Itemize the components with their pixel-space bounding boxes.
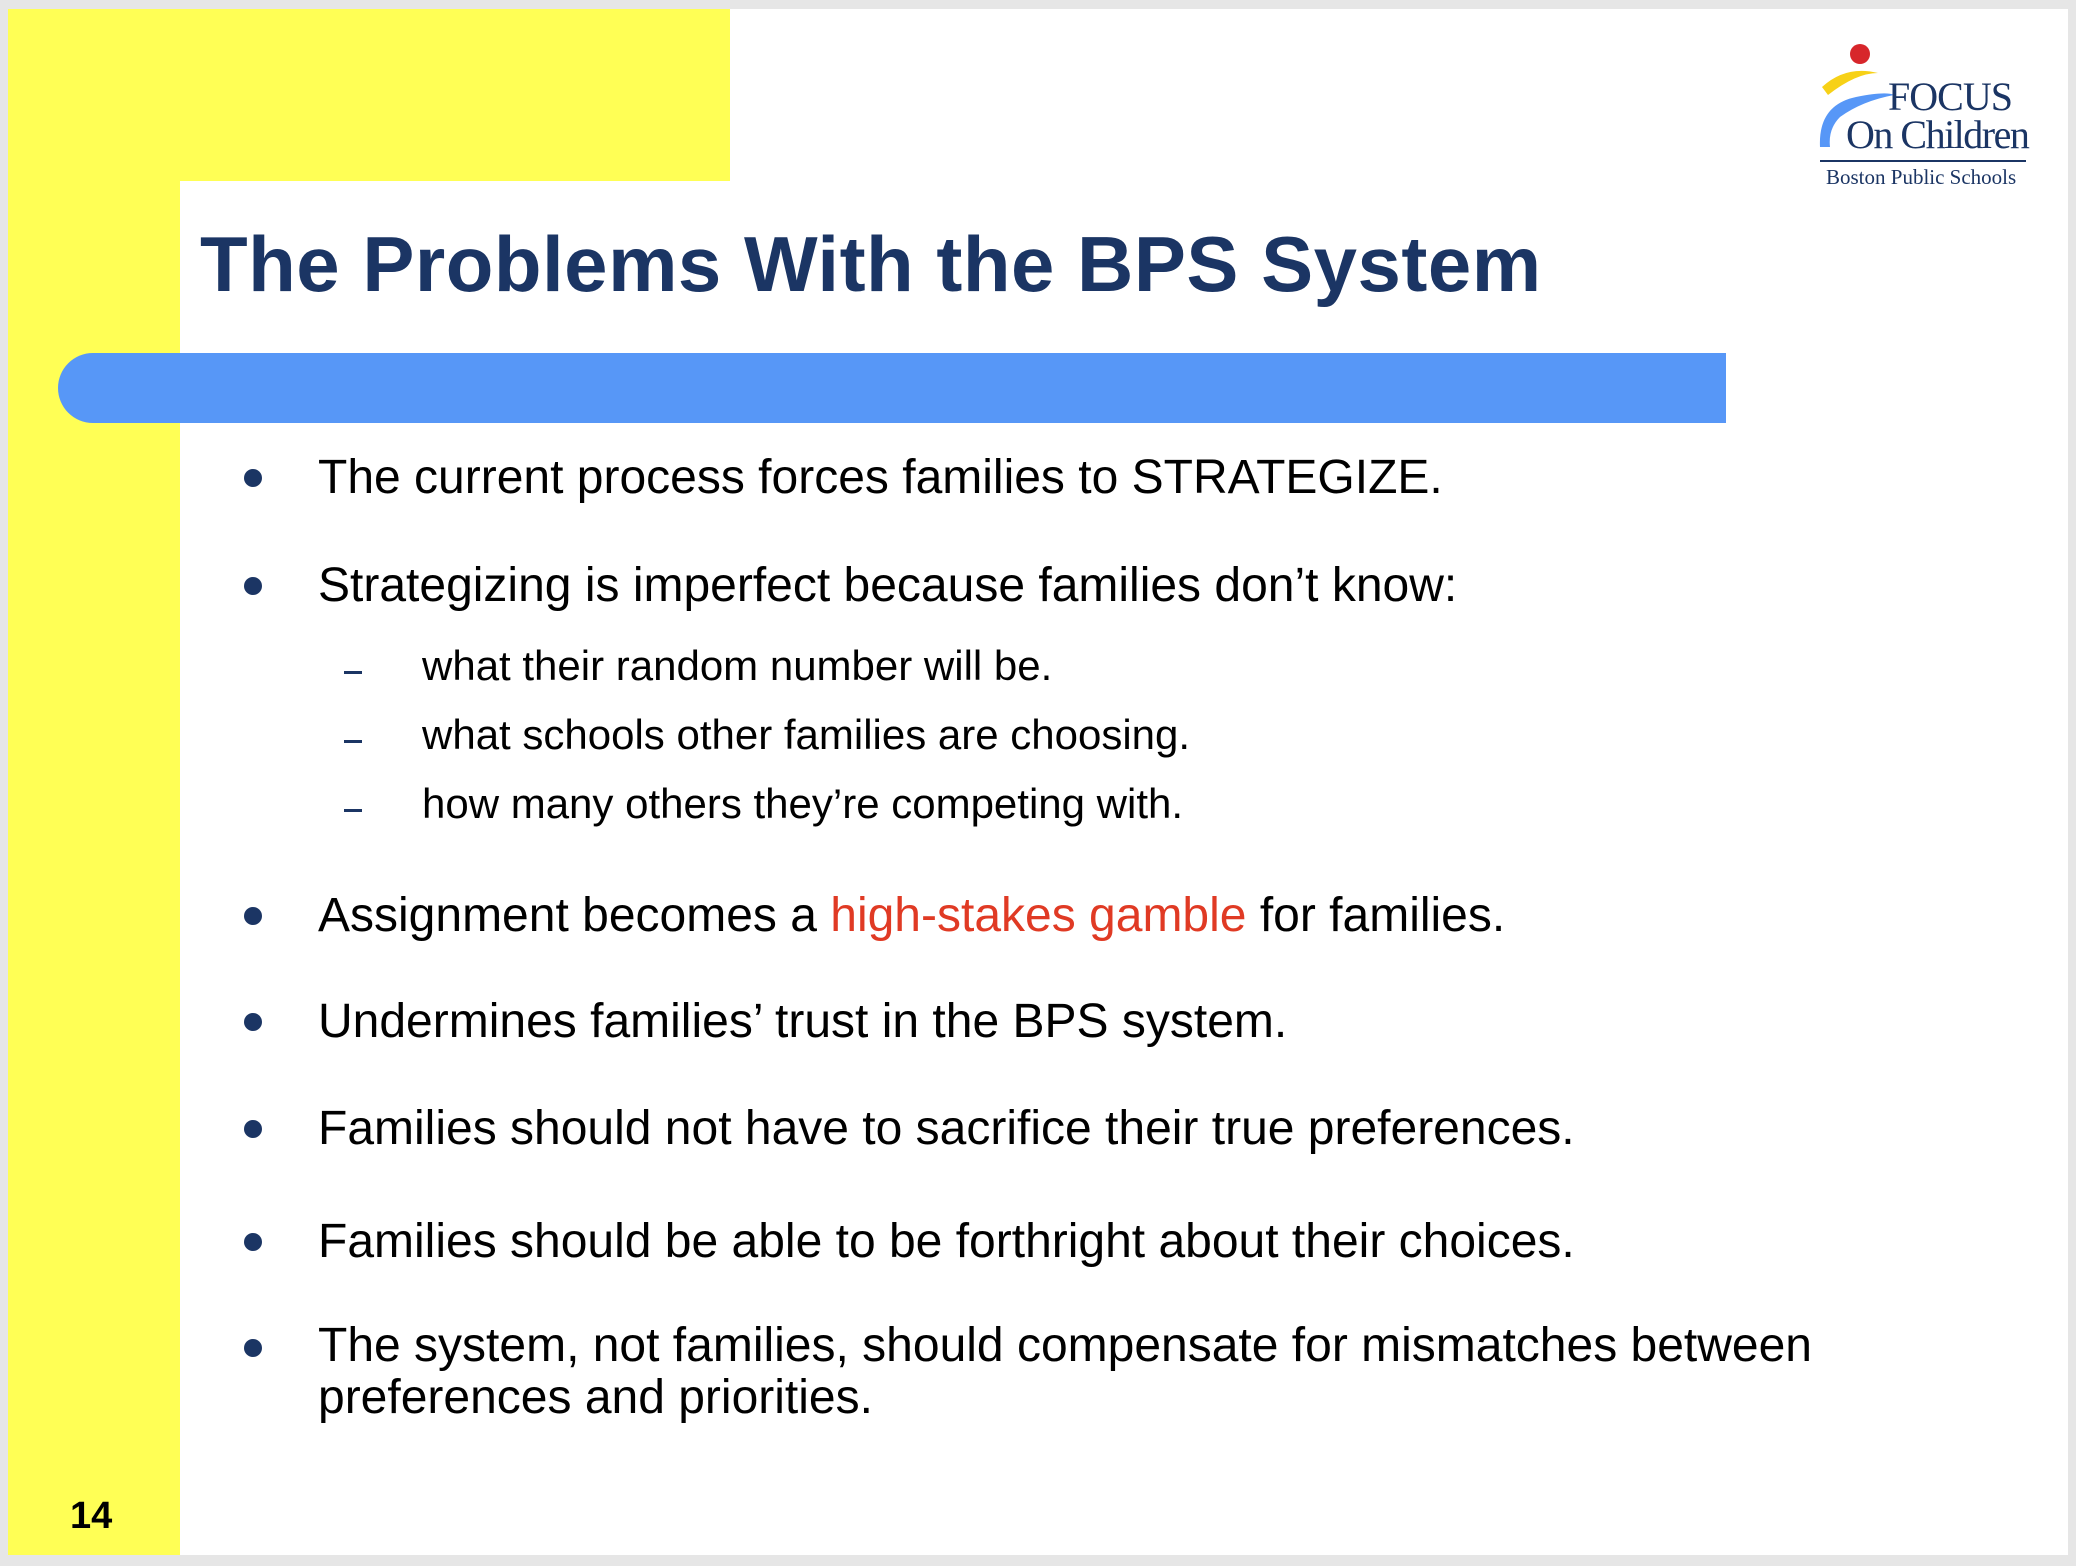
bullet-item: The system, not families, should compensate for mismatches between preferences and priorities.	[318, 1319, 1812, 1424]
bullet-icon	[244, 469, 262, 487]
bullet-item: Families should be able to be forthright about their choices.	[318, 1215, 1575, 1268]
sub-bullet-item: what their random number will be.	[422, 642, 1053, 689]
bullet-icon	[244, 1120, 262, 1138]
highlighted-phrase: high-stakes gamble	[830, 889, 1247, 942]
bullet-icon	[244, 907, 262, 925]
bullet-icon	[244, 1233, 262, 1251]
yellow-top-band	[8, 9, 730, 181]
bullet-item: Strategizing is imperfect because families don’t know:	[318, 559, 1458, 612]
sub-bullet-item: how many others they’re competing with.	[422, 780, 1184, 827]
logo-text-focus: FOCUS	[1888, 74, 2012, 119]
bullet-item: Undermines families’ trust in the BPS system.	[318, 995, 1288, 1048]
page-number: 14	[70, 1495, 113, 1537]
bullet-item	[318, 890, 2018, 942]
bullet-item: Families should not have to sacrifice their true preferences.	[318, 1102, 1575, 1155]
bullet-icon	[244, 1013, 262, 1031]
sub-bullet-dash-icon	[344, 740, 362, 743]
bullet-icon	[244, 577, 262, 595]
logo-text-on-children: On Children	[1846, 112, 2029, 157]
sub-bullet-dash-icon	[344, 671, 362, 674]
bullet-icon	[244, 1339, 262, 1357]
slide	[8, 9, 2068, 1555]
sub-bullet-item: what schools other families are choosing.	[422, 711, 1191, 758]
focus-on-children-logo	[1808, 43, 2028, 193]
yellow-side-band	[8, 9, 180, 1555]
sub-bullet-dash-icon	[344, 809, 362, 812]
logo-text-boston-public-schools: Boston Public Schools	[1826, 165, 2017, 189]
slide-title: The Problems With the BPS System	[200, 220, 1542, 308]
logo-divider	[1820, 160, 2026, 162]
bullet-text-post: for families.	[1246, 889, 1506, 942]
bullet-text-pre: Assignment becomes a	[318, 889, 831, 942]
title-underline-bar	[58, 353, 1726, 423]
bullet-item: The current process forces families to STRATEGIZE.	[318, 451, 1443, 504]
